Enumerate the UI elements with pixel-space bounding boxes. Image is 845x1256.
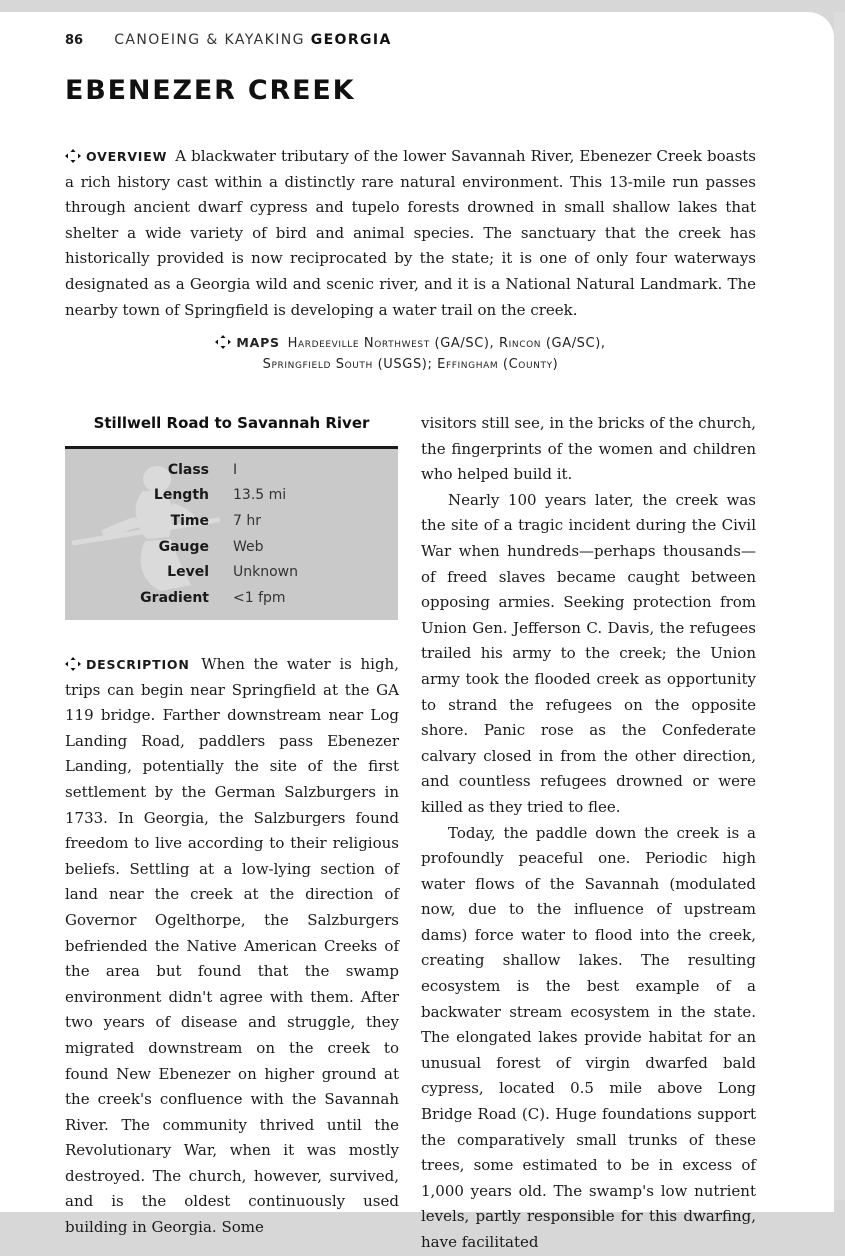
trip-stats-title: Stillwell Road to Savannah River — [93, 414, 370, 432]
overview-text: A blackwater tributary of the lower Savannah River, Ebenezer Creek boasts a rich history cast within a distinctly rare natural environment. This 13-mile run passes through ancient dwarf cypress and tupelo forests drowned in small shallow lakes that shelter a wide variety of bird and animal species. The sanctuary that the creek has historically provided is now reciprocated by the state; it is one of only four waterways designated as a Georgia wild and scenic river, and it is a National Natural Landmark. The nearby town of Springfield is developing a water trail on the creek. — [65, 147, 756, 319]
stats-row-gradient — [65, 585, 398, 611]
stats-row-time — [65, 508, 398, 534]
stats-value: Web — [233, 538, 264, 555]
stats-key: Gauge — [158, 538, 209, 555]
stats-key: Length — [153, 487, 209, 504]
page-title: EBENEZER CREEK — [65, 75, 356, 106]
running-head — [65, 29, 392, 49]
stats-value: <1 fpm — [233, 589, 286, 606]
stats-value: I — [233, 461, 238, 478]
book-title — [114, 32, 392, 48]
stats-key: Class — [167, 461, 209, 478]
overview-label: OVERVIEW — [86, 149, 168, 164]
overview-paragraph — [65, 144, 756, 323]
maps-text-line-1: Hardeeville Northwest (GA/SC), Rincon (GA/SC), — [287, 336, 606, 351]
maps-label: MAPS — [236, 335, 280, 350]
diamond-bullet-icon — [215, 335, 231, 349]
page-number: 86 — [65, 33, 84, 48]
page-edge — [834, 12, 845, 1200]
stats-row-length — [65, 483, 398, 509]
right-paragraph-3: Today, the paddle down the creek is a profoundly peaceful one. Periodic high water flows of the Savannah (modulated now, due to the influence of upstream dams) force water to flood into the creek, creating shallow lakes. The resulting ecosystem is the best example of a backwater stream ecosystem in the state. The elongated lakes provide habitat for an unusual forest of virgin dwarfed bald cypress, located 0.5 mile above Long Bridge Road (C). Huge foundations support the comparatively small trunks of these trees, some estimated to be in excess of 1,000 years old. The swamp's low nutrient levels, partly responsible for this dwarfing, have facilitated — [421, 823, 756, 1251]
stats-row-class — [65, 457, 398, 483]
stats-row-gauge — [65, 534, 398, 560]
right-paragraph-1: visitors still see, in the bricks of the church, the fingerprints of the women and children who helped build it. — [421, 414, 756, 484]
stats-row-level — [65, 559, 398, 585]
book-page — [0, 12, 834, 1251]
book-title-light: CANOEING & KAYAKING — [114, 32, 305, 48]
maps-text-line-2: Springfield South (USGS); Effingham (County) — [262, 357, 559, 372]
right-column — [421, 411, 756, 1256]
description-paragraph — [65, 652, 399, 1241]
stats-value: 7 hr — [233, 512, 261, 529]
description-label: DESCRIPTION — [86, 657, 190, 672]
stats-key: Gradient — [140, 589, 209, 606]
right-paragraph-2: Nearly 100 years later, the creek was the site of a tragic incident during the Civil War when hundreds—perhaps thousands—of freed slaves became caught between opposing armies. Seeking protection from Union Gen. Jefferson C. Davis, the refugees trailed his army to the creek; the Union army took the flooded creek as opportunity to strand the refugees on the opposite shore. Panic rose as the Confederate calvary closed in from the other direction, and countless refugees drowned or were killed as they tried to flee. — [421, 490, 756, 816]
diamond-bullet-icon — [65, 149, 81, 163]
book-title-bold: GEORGIA — [310, 32, 392, 48]
maps-line-1 — [65, 332, 756, 354]
diamond-bullet-icon — [65, 657, 81, 671]
stats-value: 13.5 mi — [233, 487, 287, 504]
maps-block — [65, 332, 756, 375]
stats-key: Time — [170, 512, 209, 529]
trip-stats-table — [65, 457, 398, 611]
stats-value: Unknown — [233, 564, 298, 581]
stats-key: Level — [167, 564, 209, 581]
description-text: When the water is high, trips can begin near Springfield at the GA 119 bridge. Farther downstream near Log Landing Road, paddlers pass Ebenezer Landing, potentially the site of the first settlement by the German Salzburgers in 1733. In Georgia, the Salzburgers found freedom to live according to their religious beliefs. Settling at a low-lying section of land near the creek at the direction of Governor Ogelthorpe, the Salzburgers befriended the Native American Creeks of the area but found that the swamp environment didn't agree with them. After two years of disease and struggle, they migrated downstream on the creek to found New Ebenezer on higher ground at the creek's confluence with the Savannah River. The community thrived until the Revolutionary War, when it was mostly destroyed. The church, however, survived, and is the oldest continuously used building in Georgia. Some — [65, 655, 399, 1237]
trip-stats-box — [65, 446, 398, 620]
